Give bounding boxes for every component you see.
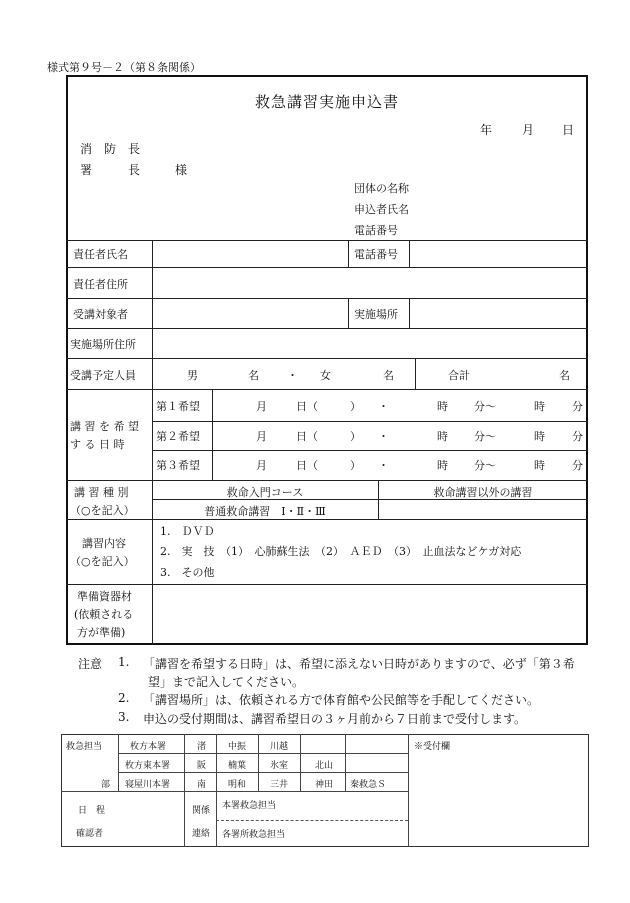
minute-to-unit: 分	[572, 459, 583, 472]
office-col-divider	[184, 734, 185, 847]
row-divider	[152, 450, 588, 451]
responsible-name-label: 責任者氏名	[73, 248, 128, 261]
minute-to-unit: 分	[572, 430, 583, 443]
course-general: 普通救命講習 Ⅰ・Ⅱ・Ⅲ	[204, 505, 326, 518]
office-col-divider	[345, 734, 346, 791]
office-row-divider	[61, 791, 408, 792]
office-dept-suffix: 部	[101, 780, 111, 790]
content-item-dvd: 1. ＤＶＤ	[160, 525, 215, 538]
month-unit: 月	[256, 430, 267, 443]
materials-label-3: 方が準備)	[77, 626, 126, 639]
hour-unit: 時	[437, 459, 448, 472]
hour-unit: 時	[534, 430, 545, 443]
row-divider	[66, 389, 588, 390]
schedule-label: 日 程	[78, 806, 106, 816]
audience-label: 受講対象者	[73, 308, 128, 321]
office-col-divider	[408, 734, 409, 847]
column-divider	[415, 358, 416, 389]
column-divider	[348, 298, 349, 328]
station-neyagawa-main: 寝屋川本署	[125, 780, 171, 790]
content-label-2: （○を記入）	[70, 555, 135, 568]
venue-label: 実施場所	[354, 308, 398, 321]
station-hirakata-main: 枚方本署	[130, 742, 167, 752]
male-count-unit: 名	[248, 369, 259, 382]
date-month-label: 月	[522, 123, 535, 137]
materials-label-1: 準備資器材	[77, 590, 132, 603]
office-row-divider	[118, 772, 408, 773]
content-item-practice: 2. 実 技 （1） 心肺蘇生法 （2） ＡＥＤ （3） 止血法などケガ対応	[160, 545, 522, 558]
separator-dot: ・	[378, 430, 389, 443]
addressee-honorific: 様	[175, 163, 188, 177]
row-divider	[66, 584, 588, 585]
note-1-text: 「講習を希望する日時」は、希望に添えない日時がありますので、必ず「第３希	[143, 657, 575, 671]
hour-unit: 時	[534, 400, 545, 413]
label-column-divider	[152, 240, 153, 645]
row-divider	[66, 298, 588, 299]
note-2-text: 「講習場所」は、依頼される方で体育館や公民館等を手配してください。	[143, 693, 540, 707]
female-count-unit: 名	[383, 369, 394, 382]
hour-unit: 時	[437, 430, 448, 443]
form-number-label: 様式第９号－２（第８条関係）	[47, 61, 201, 74]
station-nakaburi: 中振	[228, 742, 247, 752]
row-divider	[152, 421, 588, 422]
station-kawagoe: 川越	[270, 742, 289, 752]
day-unit: 日（	[296, 400, 318, 413]
station-minami: 南	[197, 780, 207, 790]
relation-label: 関係	[192, 806, 211, 816]
column-divider	[348, 240, 349, 267]
total-label: 合計	[448, 369, 470, 382]
note-3-text: 申込の受付期間は、講習希望日の３ヶ月前から７日前まで受付します。	[143, 712, 527, 726]
contact-label: 連絡	[192, 829, 211, 839]
application-form	[66, 75, 588, 645]
row-divider	[66, 480, 588, 481]
minute-from-unit: 分～	[474, 400, 496, 413]
station-kuzuha: 楠葉	[228, 761, 247, 771]
phone-label: 電話番号	[354, 248, 398, 261]
contact-hq-ems: 本署救急担当	[222, 801, 277, 811]
content-item-other: 3. その他	[160, 566, 215, 579]
day-unit: 日（	[296, 430, 318, 443]
column-divider	[409, 240, 410, 267]
minute-to-unit: 分	[572, 400, 583, 413]
contact-each-ems: 各署所救急担当	[222, 830, 286, 840]
row-divider	[66, 358, 588, 359]
reception-label: ※受付欄	[414, 742, 451, 752]
station-nagisa: 渚	[197, 742, 207, 752]
choice-1-label: 第１希望	[156, 400, 200, 413]
station-meiwa: 明和	[228, 780, 247, 790]
hour-unit: 時	[437, 400, 448, 413]
station-mitsui: 三井	[270, 780, 289, 790]
office-col-divider	[258, 734, 259, 791]
office-dept-label: 救急担当	[66, 742, 103, 752]
month-unit: 月	[256, 459, 267, 472]
minute-from-unit: 分～	[474, 430, 496, 443]
separator-dot: ・	[287, 369, 298, 382]
minute-from-unit: 分～	[474, 459, 496, 472]
choice-3-label: 第３希望	[156, 459, 200, 472]
weekday-paren-close: ）	[350, 400, 361, 413]
hour-unit: 時	[534, 459, 545, 472]
course-other: 救命講習以外の講習	[433, 486, 533, 499]
materials-label-2: (依頼される	[74, 608, 134, 621]
note-2-number: 2.	[118, 691, 130, 705]
weekday-paren-close: ）	[350, 430, 361, 443]
total-count-unit: 名	[559, 369, 570, 382]
column-divider	[212, 389, 213, 480]
applicant-phone-label: 電話番号	[354, 224, 398, 237]
office-col-divider	[118, 734, 119, 791]
note-1-number: 1.	[118, 655, 130, 669]
station-himuro: 氷室	[270, 761, 289, 771]
station-kanda: 神田	[315, 780, 334, 790]
row-divider	[66, 328, 588, 329]
course-type-label-1: 講 習 種 別	[74, 486, 129, 499]
responsible-address-label: 責任者住所	[73, 278, 128, 291]
station-hirakata-east: 枚方東本署	[125, 761, 171, 771]
notes-heading: 注意	[78, 657, 103, 671]
male-label: 男	[187, 369, 198, 382]
org-name-label: 団体の名称	[354, 182, 409, 195]
venue-address-label: 実施場所住所	[70, 338, 136, 351]
office-col-divider	[300, 734, 301, 791]
female-label: 女	[320, 369, 331, 382]
planned-count-label: 受講予定人員	[70, 369, 136, 382]
station-saka: 阪	[197, 761, 207, 771]
station-kitayama: 北山	[315, 761, 334, 771]
day-unit: 日（	[296, 459, 318, 472]
separator-dot: ・	[378, 459, 389, 472]
content-label-1: 講習内容	[82, 537, 126, 550]
form-title: 救急講習実施申込書	[254, 93, 399, 111]
course-intro: 救命入門コース	[226, 486, 304, 499]
date-year-label: 年	[480, 123, 493, 137]
station-hata-ems: 秦救急Ｓ	[350, 780, 387, 790]
note-1-text-cont: 望」まで記入してください。	[148, 675, 305, 689]
office-col-divider	[216, 734, 217, 847]
office-dashed-divider	[216, 820, 408, 821]
column-divider	[409, 298, 410, 328]
addressee-fire-chief: 消 防 長	[80, 142, 141, 156]
applicant-name-label: 申込者氏名	[354, 203, 409, 216]
row-divider	[66, 240, 588, 241]
month-unit: 月	[256, 400, 267, 413]
desired-date-label-2: す る 日 時	[70, 438, 125, 451]
addressee-station-chief: 署 長	[80, 163, 141, 177]
row-divider	[66, 519, 588, 520]
note-3-number: 3.	[118, 710, 130, 724]
office-row-divider	[118, 753, 408, 754]
confirmer-label: 確認者	[76, 829, 104, 839]
choice-2-label: 第２希望	[156, 430, 200, 443]
separator-dot: ・	[378, 400, 389, 413]
date-day-label: 日	[562, 123, 575, 137]
weekday-paren-close: ）	[350, 459, 361, 472]
row-divider	[66, 267, 588, 268]
desired-date-label-1: 講 習 を 希 望	[70, 420, 139, 433]
course-type-label-2: （○を記入）	[70, 504, 135, 517]
